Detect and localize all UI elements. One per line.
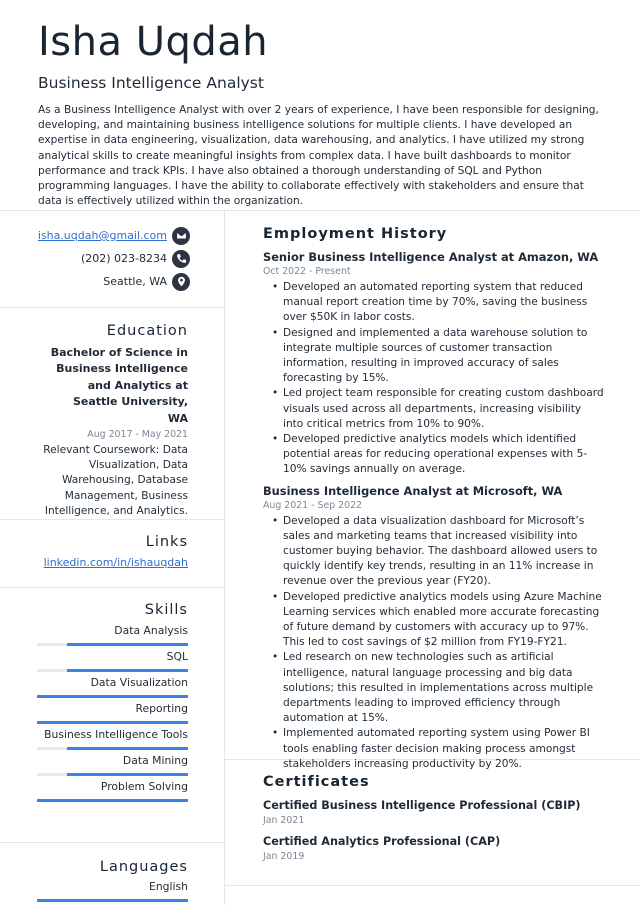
envelope-icon — [172, 227, 190, 245]
degree-title: Bachelor of Science in Business Intelligence and Analytics at Seattle University, WA — [50, 346, 188, 425]
links-section — [0, 520, 224, 588]
right-column — [225, 211, 640, 886]
job-bullet: • Developed predictive analytics models using Azure Machine Learning services which enabled more accurate forecasting of future demand by customers with accuracy up to 97%. This led to cost savings of $2 million from FY19-FY21. — [272, 590, 604, 651]
profile-summary: As a Business Intelligence Analyst with over 2 years of experience, I have been responsible for designing, developing, and maintaining business intelligence solutions for multiple clients. I have developed an expertise in data engineering, visualization, data warehousing, and analytics. I have utilized my strong analytical skills to create meaningful insights from complex data. I have built dashboards to monitor performance and track KPIs. I have also obtained a thorough understanding of SQL and Python programming languages. I have the ability to collaborate effectively with stakeholders and ensure that data is effectively utilized within the organization. — [38, 104, 599, 208]
skill-level-bar — [37, 669, 188, 672]
certificate-date: Jan 2021 — [263, 815, 305, 826]
skill-level-bar — [37, 721, 188, 724]
skill-name: Data Analysis — [114, 624, 188, 637]
employment-section — [225, 211, 640, 770]
job-bullet: • Developed an automated reporting system that reduced manual report creation time by 70%, saving the business over $50K in labor costs. — [272, 280, 604, 326]
relevant-coursework: Relevant Coursework: Data Visualization, Data Warehousing, Database Management, Business Intelligence, and Analytics. — [43, 444, 188, 517]
job-entry — [263, 483, 604, 772]
certificates-section — [225, 760, 640, 886]
skill-name: Data Mining — [122, 754, 188, 767]
location-text: Seattle, WA — [103, 275, 167, 288]
skills-list — [0, 623, 188, 802]
certificate-date: Jan 2019 — [263, 851, 305, 862]
skill-level-bar — [37, 799, 188, 802]
job-bullets — [272, 514, 604, 772]
skill-level-bar — [37, 695, 188, 698]
skill-level-fill — [37, 695, 188, 698]
skill-name: Business Intelligence Tools — [44, 728, 188, 741]
skill-item — [0, 779, 188, 802]
candidate-name: Isha Uqdah — [38, 19, 269, 65]
section-title-education: Education — [106, 323, 188, 339]
job-entry — [263, 249, 604, 478]
certificate-entry — [263, 834, 604, 864]
skill-level-fill — [37, 721, 188, 724]
linkedin-link[interactable]: linkedin.com/in/ishauqdah — [43, 556, 188, 569]
job-bullet: • Developed predictive analytics models which identified potential areas for reducing operational expenses with 5-10% savings annually on average. — [272, 432, 604, 478]
skill-item — [0, 701, 188, 724]
left-column — [0, 211, 224, 902]
contact-location-row — [0, 270, 188, 293]
language-level-bar — [37, 899, 188, 902]
skill-level-bar — [37, 773, 188, 776]
skill-level-fill — [37, 799, 188, 802]
resume-header — [0, 0, 640, 211]
section-title-certificates: Certificates — [263, 774, 370, 790]
contact-phone-row — [0, 247, 188, 270]
certificate-entry — [263, 798, 604, 828]
contact-email-row — [0, 224, 188, 247]
job-title: Business Intelligence Analyst at Microsoft, WA — [263, 483, 563, 498]
job-bullet: • Led research on new technologies such as artificial intelligence, natural language processing and big data solutions; this resulted in implementations across multiple departments leading to improved efficiency through automation at 15%. — [272, 650, 604, 726]
phone-number: (202) 023-8234 — [80, 252, 167, 265]
skill-level-fill — [67, 747, 188, 750]
skill-item — [0, 727, 188, 750]
skill-name: Reporting — [135, 702, 188, 715]
job-role: Business Intelligence Analyst — [38, 74, 264, 92]
skill-item — [0, 753, 188, 776]
language-item — [0, 879, 188, 902]
section-title-languages: Languages — [99, 859, 188, 875]
job-dates: Oct 2022 - Present — [263, 266, 351, 277]
skill-name: SQL — [166, 650, 188, 663]
job-bullet: • Designed and implemented a data warehouse solution to integrate multiple sources of customer transaction information, resulting in improved accuracy of sales forecasting by 15%. — [272, 326, 604, 387]
skill-level-fill — [67, 643, 188, 646]
contact-section — [0, 211, 224, 308]
job-bullet: • Led project team responsible for creating custom dashboard visuals used across all departments, increasing visibility into critical metrics from 10% to 90%. — [272, 386, 604, 432]
skill-item — [0, 649, 188, 672]
section-title-links: Links — [145, 534, 188, 550]
skill-level-fill — [67, 669, 188, 672]
job-title: Senior Business Intelligence Analyst at Amazon, WA — [263, 250, 599, 264]
job-bullet: • Implemented automated reporting system using Power BI tools enabling faster decision making process amongst stakeholders increasing productivity by 20%. — [272, 726, 604, 772]
location-pin-icon — [172, 273, 190, 291]
phone-icon — [172, 250, 190, 268]
language-name: English — [149, 880, 188, 893]
skill-item — [0, 675, 188, 698]
job-bullet: • Developed a data visualization dashboard for Microsoft’s sales and marketing teams that increased visibility into customer buying behavior. The dashboard allowed users to quickly identify key trends, resulting in an 11% increase in revenue over the previous year (FY20). — [272, 514, 604, 590]
certificate-name: Certified Business Intelligence Professional (CBIP) — [263, 799, 581, 812]
education-dates: Aug 2017 - May 2021 — [87, 429, 188, 441]
education-section — [0, 308, 224, 520]
skill-item — [0, 623, 188, 646]
certificate-name: Certified Analytics Professional (CAP) — [263, 835, 501, 848]
skill-name: Data Visualization — [90, 676, 188, 689]
job-dates: Aug 2021 - Sep 2022 — [263, 499, 362, 511]
section-title-employment: Employment History — [263, 226, 448, 242]
languages-section — [0, 843, 224, 902]
email-link[interactable]: isha.uqdah@gmail.com — [37, 229, 167, 242]
skills-section — [0, 588, 224, 843]
skill-level-fill — [67, 773, 188, 776]
section-title-skills: Skills — [144, 602, 188, 618]
job-bullets — [272, 280, 604, 478]
skill-level-bar — [37, 747, 188, 750]
skill-name: Problem Solving — [100, 780, 188, 793]
skill-level-bar — [37, 643, 188, 646]
